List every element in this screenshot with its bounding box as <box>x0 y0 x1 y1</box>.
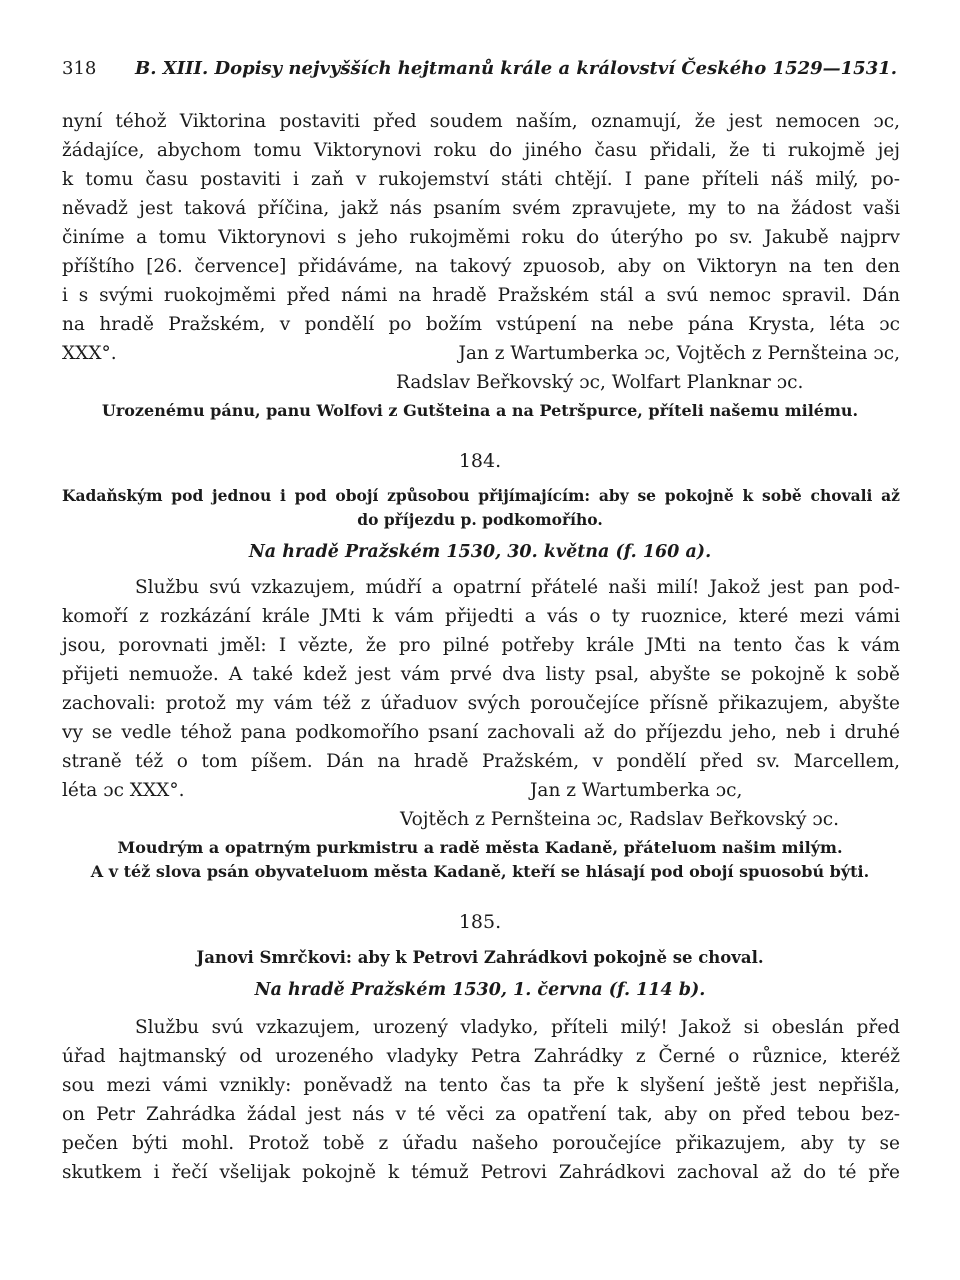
signatories: Jan z Wartumberka ɔc, Vojtěch z Pernšteina ɔc, <box>458 343 900 364</box>
text-line: úřad hajtmanský od urozeného vladyky Petra Zahrádky z Černé o různice, kteréž <box>62 1046 900 1067</box>
letter-summary: Janovi Smrčkovi: aby k Petrovi Zahrádkovi pokojně se choval. <box>196 948 764 967</box>
text-line: jsou, porovnati jměl: I vězte, že pro pilné potřeby krále JMti na tento čas k vám <box>62 635 900 656</box>
letter-summary: do příjezdu p. podkomořího. <box>357 510 603 529</box>
text-line: nyní téhož Viktorina postaviti před soudem naším, oznamují, že jest nemocen ɔc, <box>62 111 900 132</box>
text-line: k tomu času postaviti i zaň v rukojemství státi chtějí. I pane příteli náš milý, po- <box>62 169 900 190</box>
text-line: vy se vedle téhož pana podkomořího psaní zachovali až do příjezdu jeho, neb i druhé <box>62 722 900 743</box>
letter-address: Moudrým a opatrným purkmistru a radě města Kadaně, přáteluom našim milým. <box>117 838 843 857</box>
closing-year: XXX°. <box>62 343 117 364</box>
text-line: skutkem i řečí všelijak pokojně k témuž Petrovi Zahrádkovi zachoval až do té pře <box>62 1162 900 1183</box>
text-line: straně též o tom píšem. Dán na hradě Pražském, v pondělí před sv. Marcellem, <box>62 751 900 772</box>
text-line: přijeti nemuože. A také kdež jest vám prvé dva listy psal, abyšte se pokojně k sobě <box>62 664 900 685</box>
letter-dateline: Na hradě Pražském 1530, 1. června (f. 114 b). <box>254 980 706 1000</box>
text-line: činíme a tomu Viktorynovi s jeho rukojměmi roku do úterýho po sv. Jakubě najprv <box>62 227 900 248</box>
text-line: on Petr Zahrádka žádal jest nás v té věci za opatření tak, aby on před tebou bez- <box>62 1104 900 1125</box>
text-line: žádajíce, abychom tomu Viktorynovi roku do jiného času přidali, že ti rukojmě jej <box>62 140 900 161</box>
letter-address: Urozenému pánu, panu Wolfovi z Gutšteina a na Petršpurce, příteli našemu milému. <box>101 401 859 420</box>
text-line: pečen býti mohl. Protož tobě z úřadu našeho poroučejíce přikazujem, aby ty se <box>62 1133 900 1154</box>
text-line: zachovali: protož my vám též z úřaduov svých poroučejíce přísně přikazujem, abyšte <box>62 693 900 714</box>
letter-address: A v též slova psán obyvateluom města Kadaně, kteří se hlásají pod obojí spuosobú býti. <box>90 862 870 881</box>
text-line: sou mezi vámi vznikly: poněvadž na tento čas ta pře k slyšení ještě jest nepřišla, <box>62 1075 900 1096</box>
signatories: Vojtěch z Pernšteina ɔc, Radslav Beřkovský ɔc. <box>400 809 839 830</box>
text-line: Službu svú vzkazujem, múdří a opatrní přátelé naši milí! Jakož jest pan pod- <box>135 577 900 598</box>
signatories: Jan z Wartumberka ɔc, <box>530 780 743 801</box>
letter-summary: Kadaňským pod jednou i pod obojí způsobou přijímajícím: aby se pokojně k sobě chovali až <box>62 486 900 505</box>
text-line: příštího [26. července] přidáváme, na takový zpuosob, aby on Viktoryn na ten den <box>62 256 900 277</box>
letter-number: 185. <box>458 911 502 933</box>
signatories: Radslav Beřkovský ɔc, Wolfart Planknar ɔc. <box>396 372 804 393</box>
text-line: Službu svú vzkazujem, urozený vladyko, příteli milý! Jakož si obeslán před <box>135 1017 900 1038</box>
page-number: 318 <box>62 58 97 79</box>
text-line: na hradě Pražském, v pondělí po božím vstúpení na nebe pána Krysta, léta ɔc <box>62 314 900 335</box>
letter-number: 184. <box>458 450 502 472</box>
text-line: komoří z rozkázání krále JMti k vám přijedti a vás o ty ruoznice, které mezi vámi <box>62 606 900 627</box>
text-line: něvadž jest taková příčina, jakž nás psaním svém zpravujete, my to na žádost vaši <box>62 198 900 219</box>
closing-year: léta ɔc XXX°. <box>62 780 185 801</box>
running-title: B. XIII. Dopisy nejvyšších hejtmanů krále a království Českého 1529—1531. <box>135 58 898 79</box>
text-line: i s svými ruokojměmi před námi na hradě Pražském stál a svú nemoc spravil. Dán <box>62 285 900 306</box>
letter-dateline: Na hradě Pražském 1530, 30. května (f. 160 a). <box>248 542 712 562</box>
